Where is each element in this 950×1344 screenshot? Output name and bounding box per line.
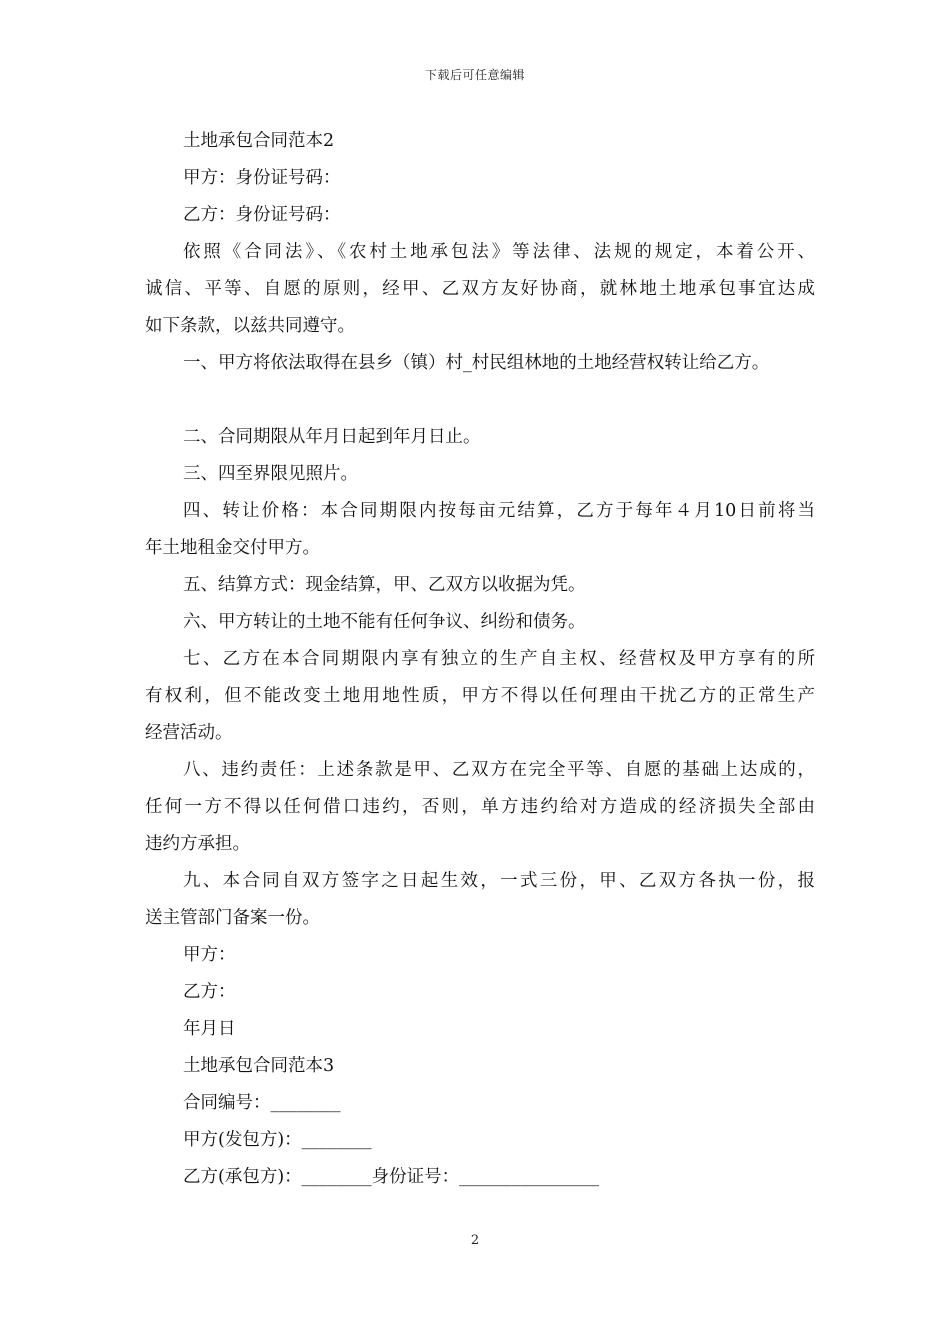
- clause-9: 九、本合同自双方签字之日起生效，一式三份，甲、乙双方各执一份，报: [183, 871, 815, 891]
- party-a-issuer-line: 甲方(发包方)：________: [183, 1130, 372, 1150]
- contract-number-line: 合同编号：________: [183, 1093, 341, 1113]
- party-a-id-line: 甲方：身份证号码：: [183, 168, 341, 188]
- header-note: 下载后可任意编辑: [424, 68, 525, 82]
- paragraph-line: 诚信、平等、自愿的原则，经甲、乙双方友好协商，就林地土地承包事宜达成: [145, 279, 815, 299]
- clause-7: 七、乙方在本合同期限内享有独立的生产自主权、经营权及甲方享有的所: [183, 649, 815, 669]
- clause-7-end: 经营活动。: [145, 723, 233, 743]
- clause-5: 五、结算方式：现金结算，甲、乙双方以收据为凭。: [183, 575, 586, 595]
- party-b-contractor-line: 乙方(承包方)：________身份证号：________________: [183, 1167, 600, 1187]
- blank-gap: [145, 382, 815, 419]
- clause-3: 三、四至界限见照片。: [183, 464, 358, 484]
- clause-1: 一、甲方将依法取得在县乡（镇）村_村民组林地的土地经营权转让给乙方。: [183, 353, 770, 373]
- clause-7-cont: 有权利，但不能改变土地用地性质，甲方不得以任何理由干扰乙方的正常生产: [145, 686, 815, 706]
- clause-8-end: 违约方承担。: [145, 834, 250, 854]
- party-b-id-line: 乙方：身份证号码：: [183, 205, 341, 225]
- clause-4: 四、转让价格：本合同期限内按每亩元结算，乙方于每年４月10日前将当: [183, 501, 815, 521]
- signature-party-a: 甲方：: [183, 945, 236, 965]
- clause-2: 二、合同期限从年月日起到年月日止。: [183, 427, 481, 447]
- clause-8: 八、违约责任：上述条款是甲、乙双方在完全平等、自愿的基础上达成的，: [183, 760, 815, 780]
- signature-date: 年月日: [183, 1019, 236, 1039]
- document-body: [145, 123, 815, 1196]
- clause-8-cont: 任何一方不得以任何借口违约，否则，单方违约给对方造成的经济损失全部由: [145, 797, 815, 817]
- signature-party-b: 乙方：: [183, 982, 236, 1002]
- paragraph-line: 如下条款，以兹共同遵守。: [145, 316, 355, 336]
- paragraph-line: 依照《合同法》、《农村土地承包法》等法律、法规的规定，本着公开、: [183, 242, 815, 262]
- section-title-3: 土地承包合同范本3: [183, 1056, 335, 1076]
- section-title: 土地承包合同范本2: [183, 131, 335, 151]
- page-number: 2: [470, 1233, 480, 1248]
- clause-9-cont: 送主管部门备案一份。: [145, 908, 320, 928]
- clause-4-cont: 年土地租金交付甲方。: [145, 538, 320, 558]
- clause-6: 六、甲方转让的土地不能有任何争议、纠纷和债务。: [183, 612, 586, 632]
